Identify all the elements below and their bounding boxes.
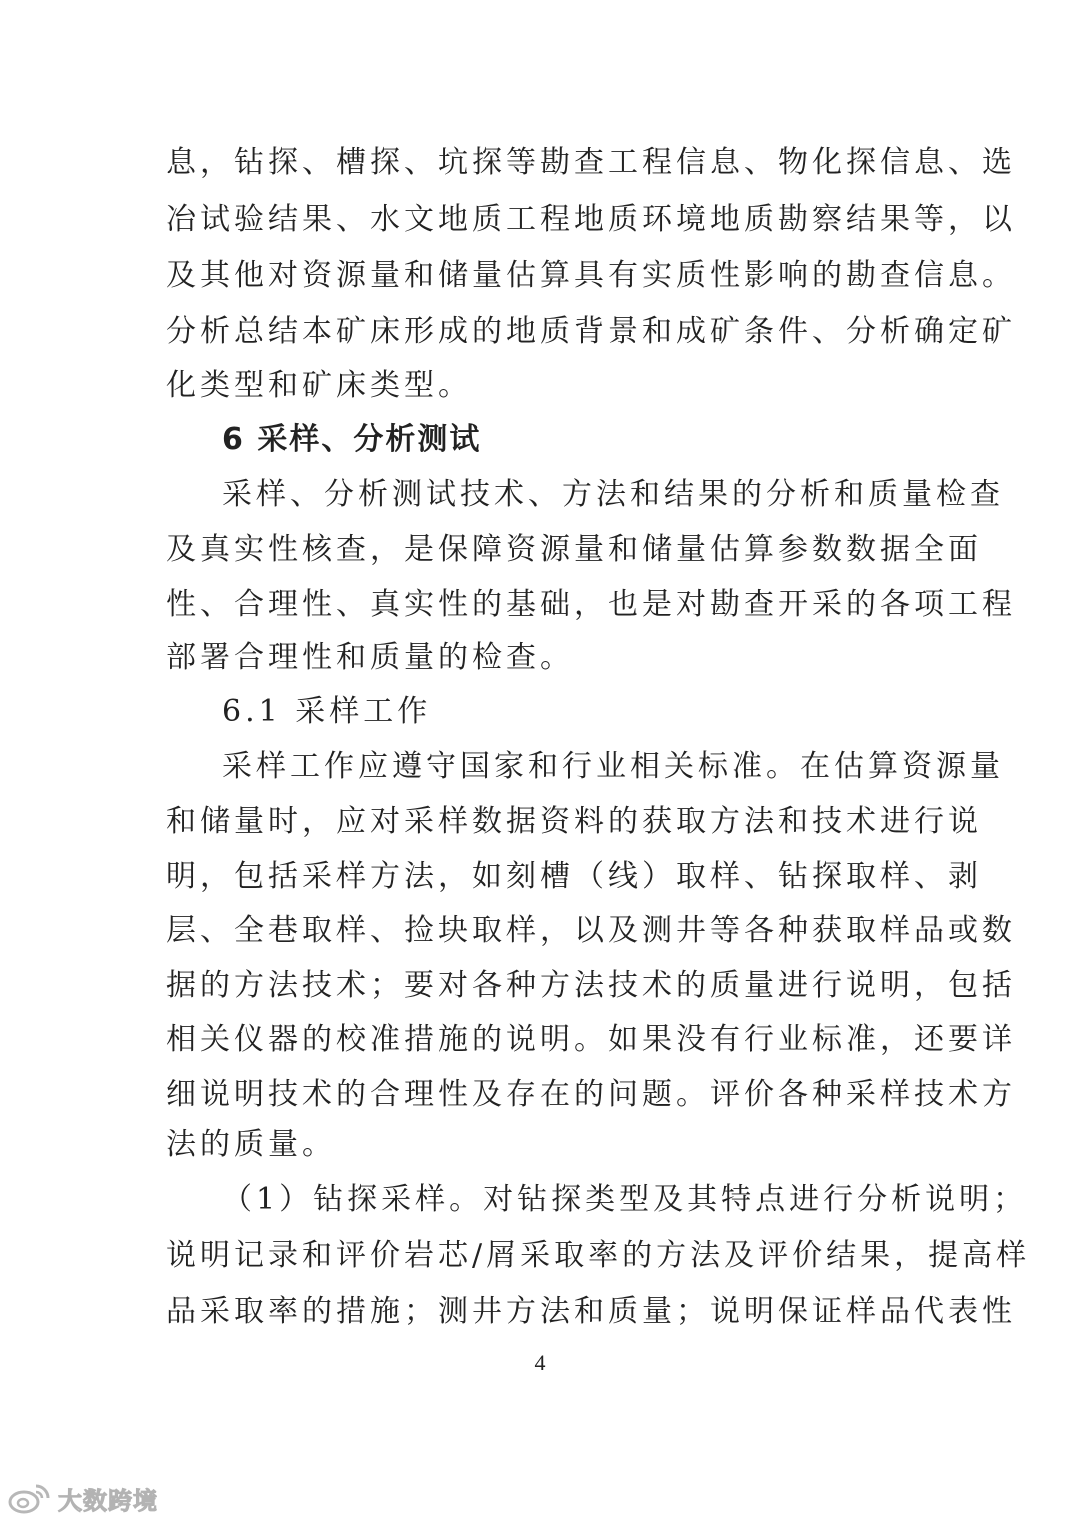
watermark	[6, 1478, 158, 1518]
section-heading: 6 采样、分析测试	[222, 422, 482, 457]
text-line: 法的质量。	[166, 1127, 336, 1162]
page-number: 4	[534, 1350, 546, 1375]
text-line: 明，包括采样方法，如刻槽（线）取样、钻探取样、剥	[166, 859, 982, 894]
text-line: 说明记录和评价岩芯/屑采取率的方法及评价结果，提高样	[166, 1238, 1031, 1273]
text-line: 息，钻探、槽探、坑探等勘查工程信息、物化探信息、选	[166, 145, 1016, 180]
subsection-heading: 6.1 采样工作	[222, 694, 432, 729]
text-line: 部署合理性和质量的检查。	[166, 640, 574, 675]
text-line: 据的方法技术；要对各种方法技术的质量进行说明，包括	[166, 968, 1016, 1003]
text-line: 及其他对资源量和储量估算具有实质性影响的勘查信息。	[166, 258, 1016, 293]
text-line: 及真实性核查，是保障资源量和储量估算参数数据全面	[166, 532, 982, 567]
weibo-logo-icon	[6, 1480, 54, 1516]
text-line: 冶试验结果、水文地质工程地质环境地质勘察结果等，以	[166, 202, 1016, 237]
text-line: 化类型和矿床类型。	[166, 368, 472, 403]
text-line: 性、合理性、真实性的基础，也是对勘查开采的各项工程	[166, 587, 1016, 622]
text-line: （1）钻探采样。对钻探类型及其特点进行分析说明；	[222, 1182, 1028, 1217]
text-line: 分析总结本矿床形成的地质背景和成矿条件、分析确定矿	[166, 314, 1016, 349]
text-line: 采样、分析测试技术、方法和结果的分析和质量检查	[222, 477, 1004, 512]
text-line: 品采取率的措施；测井方法和质量；说明保证样品代表性	[166, 1294, 1016, 1329]
text-line: 层、全巷取样、捡块取样，以及测井等各种获取样品或数	[166, 913, 1016, 948]
text-line: 细说明技术的合理性及存在的问题。评价各种采样技术方	[166, 1077, 1016, 1112]
text-line: 相关仪器的校准措施的说明。如果没有行业标准，还要详	[166, 1022, 1016, 1057]
text-line: 采样工作应遵守国家和行业相关标准。在估算资源量	[222, 749, 1004, 784]
text-line: 和储量时，应对采样数据资料的获取方法和技术进行说	[166, 804, 982, 839]
watermark-text: 大数跨境	[58, 1486, 158, 1515]
